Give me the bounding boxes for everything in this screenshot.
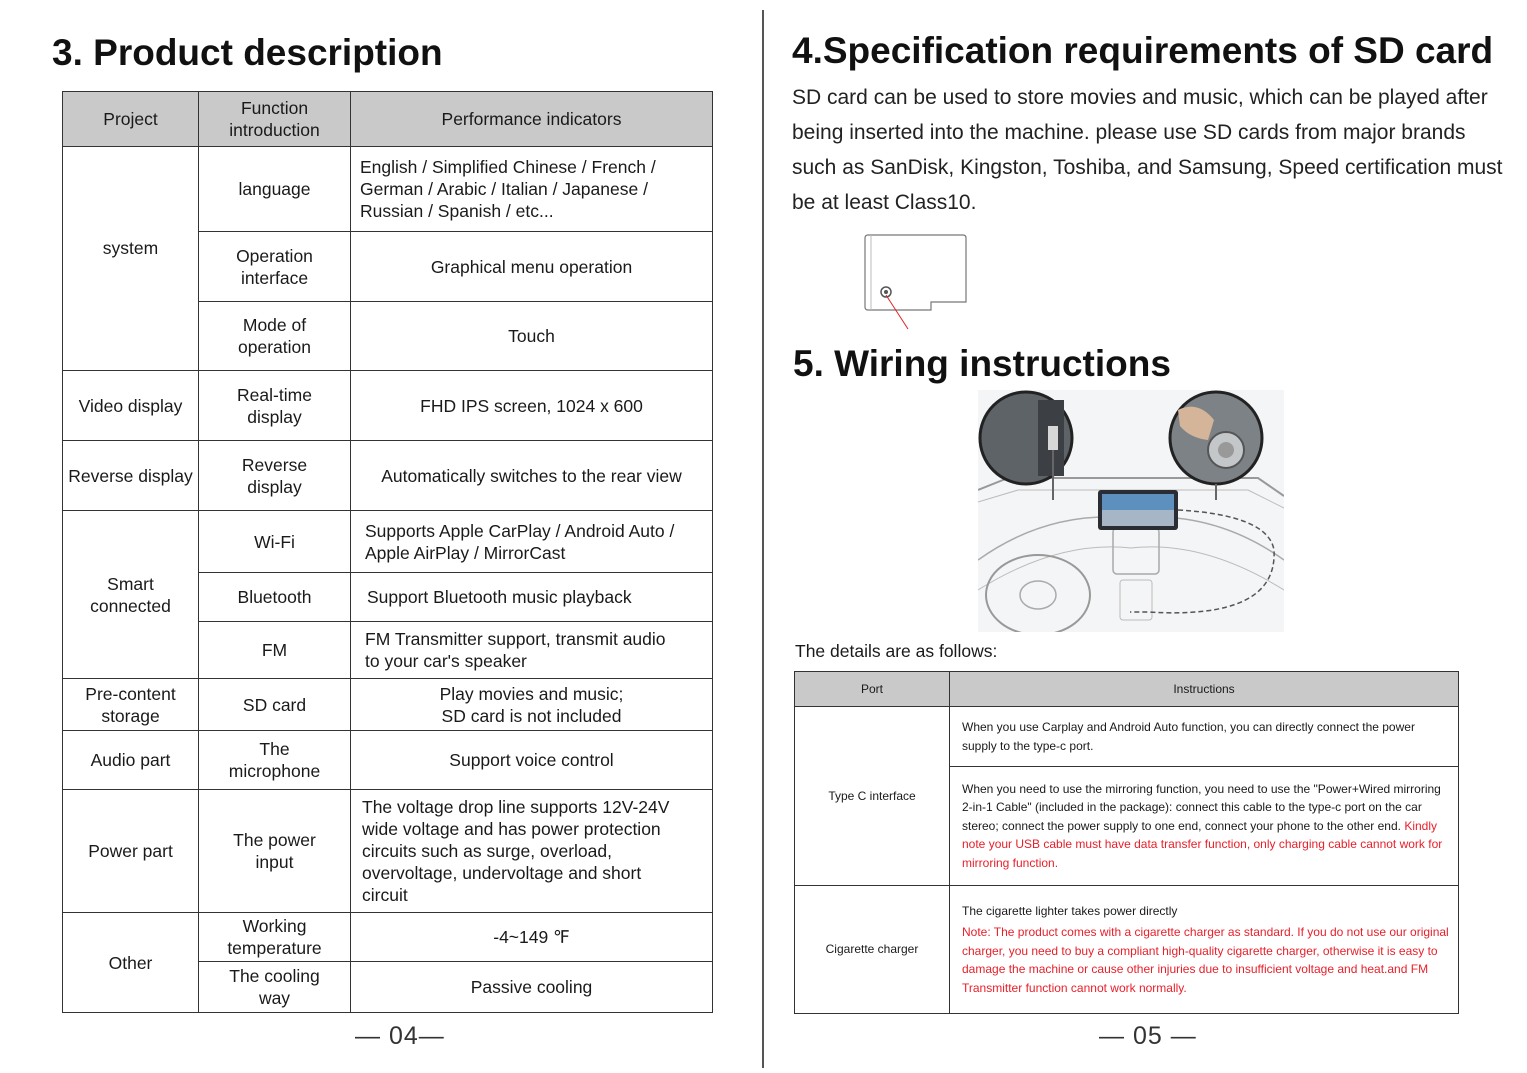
header-instructions: Instructions — [950, 672, 1459, 707]
function-temp: Working temperature — [199, 913, 351, 962]
instruction-cigarette-text: The cigarette lighter takes power directly — [962, 903, 1178, 918]
group-video: Video display — [63, 371, 199, 441]
indicator-operation-interface: Graphical menu operation — [351, 232, 713, 302]
instruction-cigarette-note: Note: The product comes with a cigarette charger as standard. If you do not use our original charger, you need to buy a compliant high-quality cigarette charger, otherwise it is easy to damage the machine or cause other injuries due to insufficient voltage and heat.and FM Transmitter function cannot work normally. — [962, 925, 1449, 995]
group-system: system — [63, 147, 199, 371]
header-function: Function introduction — [199, 92, 351, 147]
wiring-title: 5. Wiring instructions — [793, 343, 1171, 384]
instruction-type-c-2-note: Kindly note your USB cable must have data transfer function, only charging cable cannot work for mirroring function. — [962, 818, 1443, 870]
function-reverse: Reverse display — [199, 441, 351, 511]
header-project: Project — [63, 92, 199, 147]
sd-spec-text: SD card can be used to store movies and music, which can be played after being inserted into the machine. please use SD cards from major brands such as SanDisk, Kingston, Toshiba, and Samsung, Speed certification must be at least Class10. — [792, 86, 1503, 214]
sd-spec-title: 4.Specification requirements of SD card — [792, 30, 1494, 71]
left-page — [0, 0, 762, 1073]
indicator-wifi: Supports Apple CarPlay / Android Auto / Apple AirPlay / MirrorCast — [351, 511, 713, 573]
wiring-illustration — [978, 390, 1284, 632]
group-reverse: Reverse display — [63, 441, 199, 511]
right-page — [766, 0, 1527, 1073]
page-divider — [762, 10, 764, 1068]
indicator-sd: Play movies and music; SD card is not included — [351, 679, 713, 731]
function-bluetooth: Bluetooth — [199, 573, 351, 622]
indicator-mode: Touch — [351, 302, 713, 371]
indicator-power: The voltage drop line supports 12V-24V wide voltage and has power protection circuits such as surge, overload, overvoltage, undervoltage and short circuit — [351, 790, 713, 913]
page-number-left: — 04— — [355, 1022, 445, 1050]
instruction-type-c-2 — [950, 767, 1459, 886]
indicator-temp: -4~149 ℉ — [351, 913, 713, 962]
function-language: language — [199, 147, 351, 232]
instruction-type-c-1: When you use Carplay and Android Auto function, you can directly connect the power supply to the type-c port. — [950, 707, 1459, 767]
header-performance: Performance indicators — [351, 92, 713, 147]
indicator-reverse: Automatically switches to the rear view — [351, 441, 713, 511]
function-operation-interface: Operation interface — [199, 232, 351, 302]
function-power: The power input — [199, 790, 351, 913]
ports-table — [794, 671, 1459, 1014]
indicator-cooling: Passive cooling — [351, 962, 713, 1013]
sd-card-icon — [861, 232, 971, 332]
port-cigarette: Cigarette charger — [795, 886, 950, 1014]
indicator-language: English / Simplified Chinese / French / German / Arabic / Italian / Japanese / Russian / Spanish / etc... — [351, 147, 713, 232]
page-number-right: — 05 — — [1099, 1022, 1197, 1050]
group-pre-content: Pre-content storage — [63, 679, 199, 731]
details-label: The details are as follows: — [795, 641, 998, 661]
function-wifi: Wi-Fi — [199, 511, 351, 573]
group-smart: Smart connected — [63, 511, 199, 679]
function-realtime: Real-time display — [199, 371, 351, 441]
function-mic: The microphone — [199, 731, 351, 790]
port-type-c: Type C interface — [795, 707, 950, 886]
function-mode: Mode of operation — [199, 302, 351, 371]
indicator-bluetooth: Support Bluetooth music playback — [351, 573, 713, 622]
function-sd: SD card — [199, 679, 351, 731]
group-power: Power part — [63, 790, 199, 913]
instruction-type-c-2-text: When you need to use the mirroring function, you need to use the "Power+Wired mirroring 2-in-1 Cable" (included in the package): connect this cable to the type-c port on the car stereo; connect the power supply to one end, connect your phone to the other end. — [962, 781, 1441, 833]
product-description-table — [62, 91, 713, 1013]
group-audio: Audio part — [63, 731, 199, 790]
group-other: Other — [63, 913, 199, 1013]
indicator-fm: FM Transmitter support, transmit audio to your car's speaker — [351, 622, 713, 679]
indicator-realtime: FHD IPS screen, 1024 x 600 — [351, 371, 713, 441]
instruction-cigarette — [950, 886, 1459, 1014]
product-description-title: 3. Product description — [52, 32, 443, 73]
function-cooling: The cooling way — [199, 962, 351, 1013]
function-fm: FM — [199, 622, 351, 679]
header-port: Port — [795, 672, 950, 707]
indicator-mic: Support voice control — [351, 731, 713, 790]
